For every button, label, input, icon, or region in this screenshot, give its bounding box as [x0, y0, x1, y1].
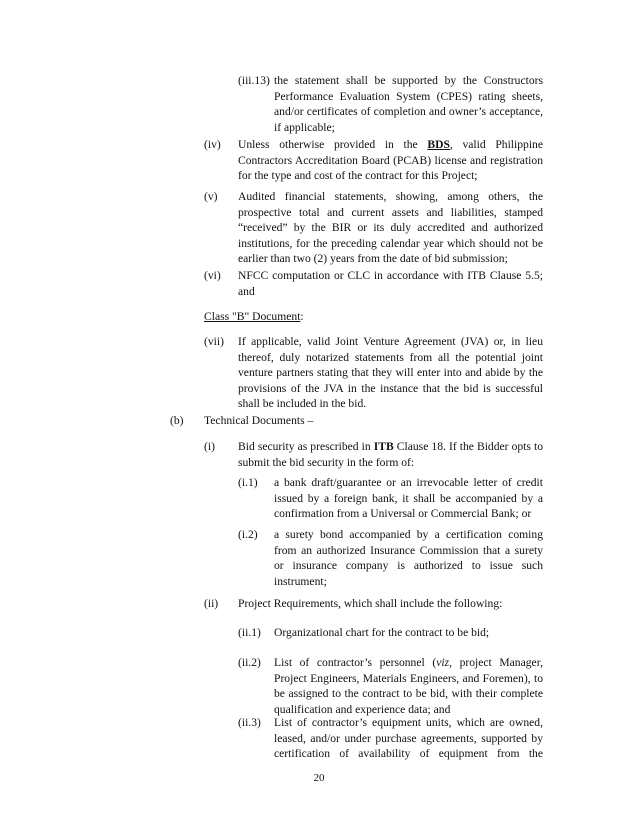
clause-label: (iv)	[204, 138, 221, 151]
clause-text: a bank draft/guarantee or an irrevocable letter of credit issued by a foreign bank, it shall be accompanied by a confirmation from a Universal or Commercial Bank; or	[274, 476, 543, 521]
clause-text: Project Requirements, which shall include the following:	[238, 597, 503, 610]
class-b-heading	[204, 309, 304, 325]
clause-text: NFCC computation or CLC in accordance with ITB Clause 5.5; and	[238, 269, 543, 298]
clause-label: (ii)	[204, 597, 219, 610]
section-heading: Technical Documents –	[204, 414, 314, 427]
clause-label: (vi)	[204, 269, 221, 282]
clause-text: the statement shall be supported by the Constructors Performance Evaluation System (CPES) rating sheets, and/or certificates of completion and owner’s acceptance, if applicable;	[274, 74, 543, 134]
class-b-heading-colon: :	[300, 310, 304, 323]
clause-text: Organizational chart for the contract to be bid;	[274, 626, 490, 639]
clause-label: (ii.1)	[238, 626, 261, 639]
clause-label: (vii)	[204, 335, 224, 348]
section-label: (b)	[170, 414, 184, 427]
clause-text	[238, 439, 543, 470]
clause-label: (i)	[204, 440, 215, 453]
clause-text	[238, 137, 543, 184]
clause-label: (i.2)	[238, 528, 258, 541]
clause-text-part: Clause 18. If the Bidder opts to submit the bid security in the form of:	[238, 440, 543, 469]
clause-text-part: , valid Philippine Contractors Accreditation Board (PCAB) license and registration for the type and cost of the contract for this Project;	[238, 138, 543, 183]
clause-text: a surety bond accompanied by a certification coming from an authorized Insurance Commission that a surety or insurance company is authorized to issue such instrument;	[274, 528, 543, 588]
clause-label: (ii.3)	[238, 716, 261, 729]
clause-label: (iii.13)	[238, 74, 270, 87]
bds-reference: BDS	[427, 138, 450, 151]
clause-label: (ii.2)	[238, 656, 261, 669]
clause-text: If applicable, valid Joint Venture Agreement (JVA) or, in lieu thereof, duly notarized statements from all the potential joint venture partners stating that they will enter into and abide by the provisions of the JVA in the instance that the bid is successful shall be included in the bid.	[238, 335, 543, 411]
clause-label: (v)	[204, 190, 218, 203]
itb-reference: ITB	[373, 440, 394, 453]
clause-text-part: Bid security as prescribed in	[238, 440, 374, 453]
clause-text	[274, 655, 543, 717]
clause-text-part: List of contractor’s personnel (	[274, 656, 437, 669]
clause-label: (i.1)	[238, 476, 258, 489]
clause-text: Audited financial statements, showing, among others, the prospective total and current assets and liabilities, stamped “received” by the BIR or its duly accredited and authorized institutions, for the preceding calendar year which should not be earlier than two (2) years from the date of bid submission;	[238, 190, 543, 266]
clause-text: List of contractor’s equipment units, which are owned, leased, and/or under purchase agreements, supported by certification of availability of equipment from the	[274, 716, 543, 761]
clause-text-italic: viz,	[436, 656, 452, 669]
page-number: 20	[313, 772, 325, 784]
clause-text-part: Unless otherwise provided in the	[238, 138, 428, 151]
clause-text-part: project Manager, Project Engineers, Materials Engineers, and Foremen), to be assigned to the contract to be bid, with their complete qualification and experience data; and	[274, 656, 543, 716]
class-b-heading-text: Class "B" Document	[204, 310, 301, 323]
